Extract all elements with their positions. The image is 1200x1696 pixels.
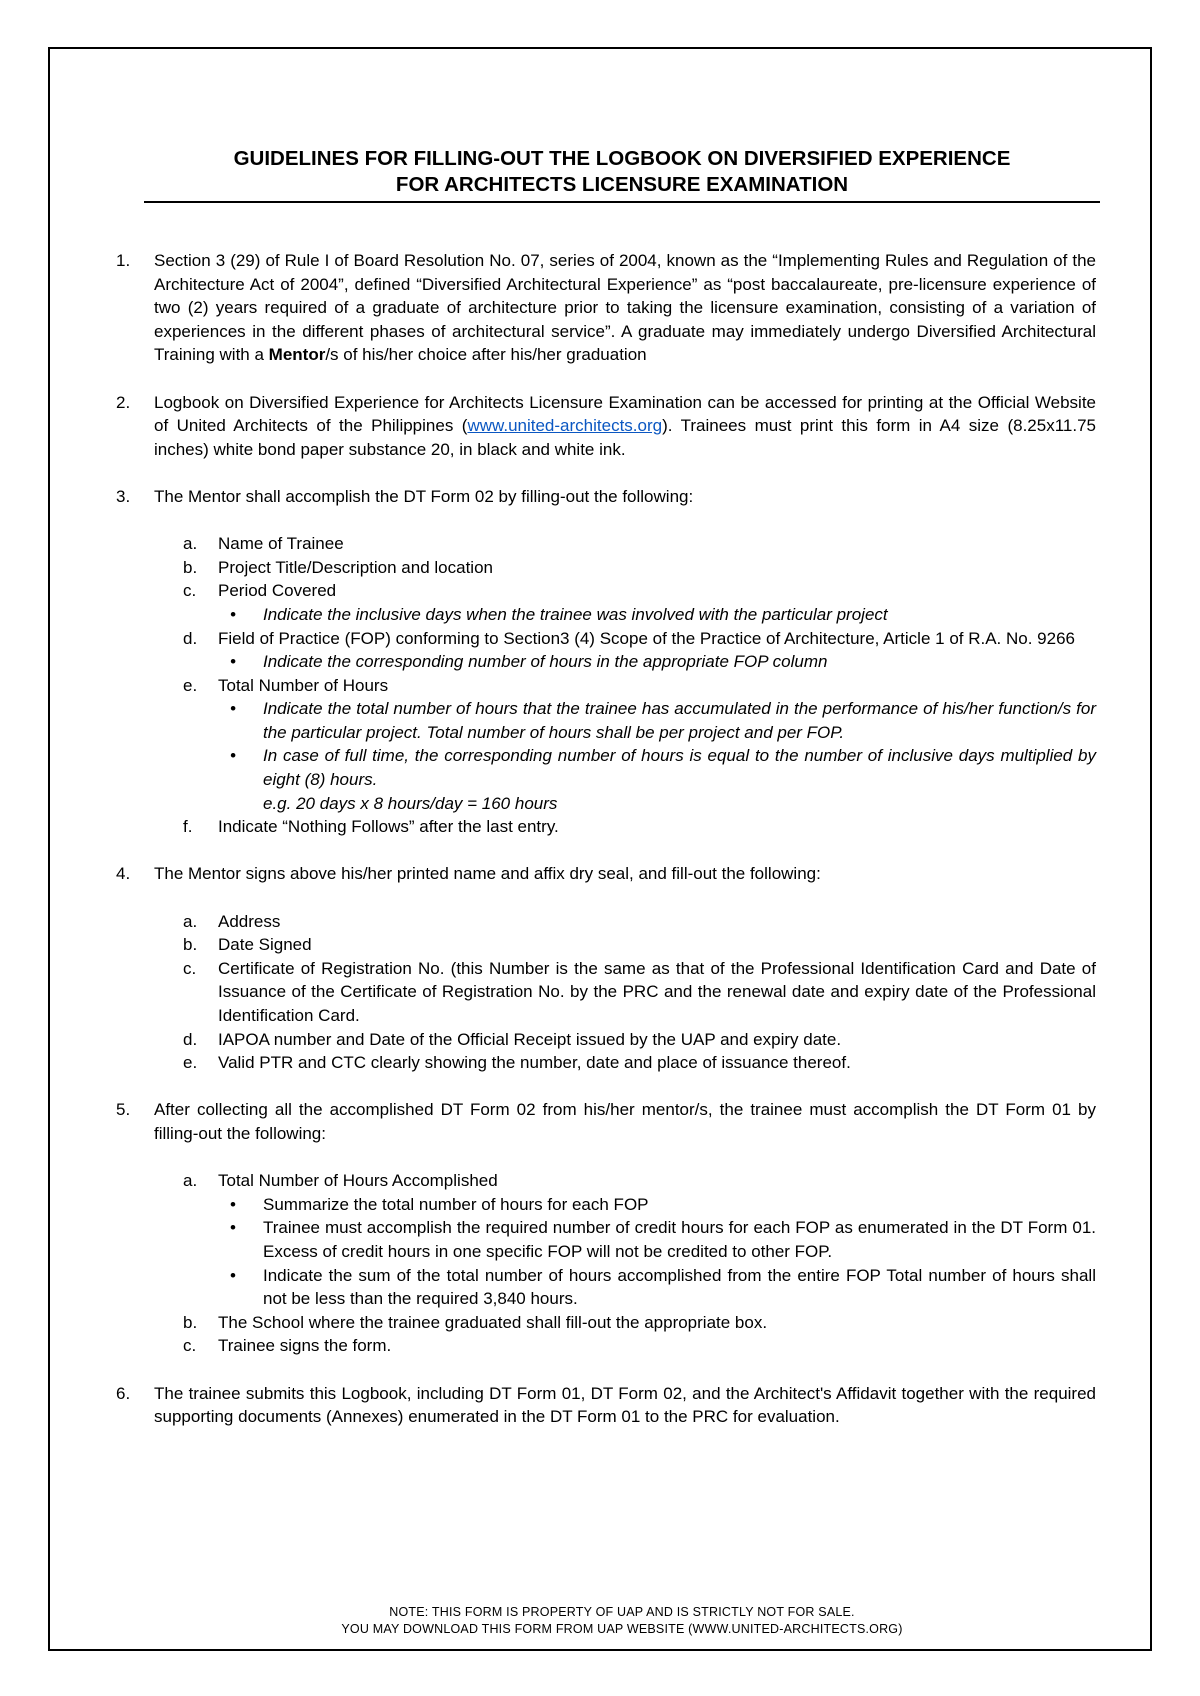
item-letter: a.	[183, 911, 198, 931]
item-letter: c.	[183, 1336, 197, 1356]
list-item-text: IAPOA number and Date of the Official Receipt issued by the UAP and expiry date.	[218, 1029, 842, 1049]
item-letter: b.	[183, 935, 198, 955]
guideline-1-text: Section 3 (29) of Rule I of Board Resolution No. 07, series of 2004, known as the “Implementing Rules and Regulation of the Architecture Act of 2004”, defined “Diversified Architectural Experience” as “post baccalaureate, pre-licensure experience of two (2) years required of a graduate of architecture prior to taking the licensure examination, consisting of a variation of experiences in the different phases of architectural service”. A graduate may immediately undergo Diversified Architectural Training with a	[154, 251, 1096, 365]
list-item-text: Valid PTR and CTC clearly showing the number, date and place of issuance thereof.	[218, 1053, 851, 1073]
list-item-text: Certificate of Registration No. (this Number is the same as that of the Professional Identification Card and Date of Issuance of the Certificate of Registration No. by the PRC and the renewal date and expiry date of the Professional Identification Card.	[218, 958, 1096, 1025]
list-item	[154, 815, 1096, 839]
guideline-1	[116, 249, 1096, 367]
guideline-3-sublist	[154, 532, 1096, 839]
title-underline	[144, 201, 1100, 203]
list-item-text: Total Number of Hours	[218, 675, 389, 695]
item-number: 6.	[116, 1383, 131, 1403]
bullet-item: • Summarize the total number of hours for each FOP	[218, 1193, 1096, 1217]
list-item-text: Trainee signs the form.	[218, 1336, 392, 1356]
item-letter: a.	[183, 1171, 198, 1191]
item-letter: d.	[183, 1029, 198, 1049]
example-text: e.g. 20 days x 8 hours/day = 160 hours	[263, 793, 558, 813]
uap-website-link[interactable]: www.united-architects.org	[467, 416, 663, 436]
bullet-item: • Indicate the inclusive days when the trainee was involved with the particular project	[218, 603, 1096, 627]
list-item	[154, 910, 1096, 934]
item-letter: f.	[183, 817, 193, 837]
item-number: 2.	[116, 392, 131, 412]
guideline-4-text: The Mentor signs above his/her printed name and affix dry seal, and fill-out the following:	[154, 864, 821, 884]
list-item-text: Project Title/Description and location	[218, 557, 493, 577]
list-item	[154, 627, 1096, 674]
list-item-text: The School where the trainee graduated shall fill-out the appropriate box.	[218, 1312, 768, 1332]
list-item-text: Period Covered	[218, 581, 337, 601]
guideline-4-sublist	[154, 910, 1096, 1075]
guideline-5	[116, 1098, 1096, 1358]
guideline-2-text-after: ). Trainees must print this form in A4 size (8.25x11.75 inches) white bond paper substance 20, in black and white ink.	[154, 416, 1096, 459]
list-item	[154, 1028, 1096, 1052]
item-letter: c.	[183, 581, 197, 601]
guidelines-list	[116, 249, 1096, 1452]
bullet-item: • Indicate the total number of hours that the trainee has accumulated in the performance of his/her function/s for the particular project. Total number of hours shall be per project and per FOP.	[218, 697, 1096, 744]
guideline-3-text: The Mentor shall accomplish the DT Form 02 by filling-out the following:	[154, 486, 694, 506]
list-item-text: Indicate “Nothing Follows” after the last entry.	[218, 817, 559, 837]
bullet-item: • In case of full time, the corresponding number of hours is equal to the number of inclusive days multiplied by eight (8) hours.	[218, 744, 1096, 791]
list-item	[154, 1051, 1096, 1075]
list-item	[154, 532, 1096, 556]
list-item	[154, 674, 1096, 816]
guideline-6-text: The trainee submits this Logbook, including DT Form 01, DT Form 02, and the Architect's Affidavit together with the required supporting documents (Annexes) enumerated in the DT Form 01 to the PRC for evaluation.	[154, 1383, 1096, 1427]
item-letter: d.	[183, 628, 198, 648]
list-item	[154, 579, 1096, 626]
bullet-item: • Indicate the corresponding number of hours in the appropriate FOP column	[218, 650, 1096, 674]
guideline-6	[116, 1382, 1096, 1429]
title-line-2: FOR ARCHITECTS LICENSURE EXAMINATION	[395, 173, 849, 196]
guideline-3	[116, 485, 1096, 839]
guideline-5-sublist	[154, 1169, 1096, 1358]
item-number: 4.	[116, 864, 131, 884]
guideline-4	[116, 862, 1096, 1074]
guideline-2	[116, 391, 1096, 462]
item-number: 3.	[116, 486, 131, 506]
list-item-text: Field of Practice (FOP) conforming to Section3 (4) Scope of the Practice of Architecture, Article 1 of R.A. No. 9266	[218, 628, 1075, 648]
item-letter: e.	[183, 675, 198, 695]
footer-note	[144, 1604, 1100, 1638]
guideline-1-tail: /s of his/her choice after his/her graduation	[325, 345, 647, 365]
list-item	[154, 957, 1096, 1028]
list-item	[154, 1311, 1096, 1335]
mentor-bold: Mentor	[268, 345, 326, 365]
bullet-item: • Indicate the sum of the total number of hours accomplished from the entire FOP Total number of hours shall not be less than the required 3,840 hours.	[218, 1264, 1096, 1311]
list-item-text: Name of Trainee	[218, 534, 344, 554]
item-letter: b.	[183, 557, 198, 577]
item-number: 1.	[116, 251, 131, 270]
item-letter: c.	[183, 958, 197, 978]
footer-line-1: NOTE: THIS FORM IS PROPERTY OF UAP AND IS STRICTLY NOT FOR SALE.	[389, 1605, 855, 1619]
list-item	[154, 933, 1096, 957]
item-letter: b.	[183, 1312, 198, 1332]
list-item-text: Address	[218, 911, 281, 931]
footer-line-2: YOU MAY DOWNLOAD THIS FORM FROM UAP WEBSITE (WWW.UNITED-ARCHITECTS.ORG)	[341, 1622, 903, 1636]
list-item	[154, 1169, 1096, 1311]
title-line-1: GUIDELINES FOR FILLING-OUT THE LOGBOOK ON DIVERSIFIED EXPERIENCE	[233, 147, 1011, 170]
list-item	[154, 1334, 1096, 1358]
guideline-2-text-before: Logbook on Diversified Experience for Architects Licensure Examination can be accessed for printing at the Official Website of United Architects of the Philippines (	[154, 392, 1096, 436]
guideline-5-text: After collecting all the accomplished DT Form 02 from his/her mentor/s, the trainee must accomplish the DT Form 01 by filling-out the following:	[154, 1100, 1096, 1143]
item-number: 5.	[116, 1100, 131, 1120]
item-letter: a.	[183, 534, 198, 554]
list-item	[154, 556, 1096, 580]
page-title	[144, 146, 1100, 198]
list-item-text: Total Number of Hours Accomplished	[218, 1171, 498, 1191]
list-item-text: Date Signed	[218, 935, 312, 955]
bullet-item: • Trainee must accomplish the required number of credit hours for each FOP as enumerated in the DT Form 01. Excess of credit hours in one specific FOP will not be credited to other FOP.	[218, 1216, 1096, 1263]
item-letter: e.	[183, 1053, 198, 1073]
